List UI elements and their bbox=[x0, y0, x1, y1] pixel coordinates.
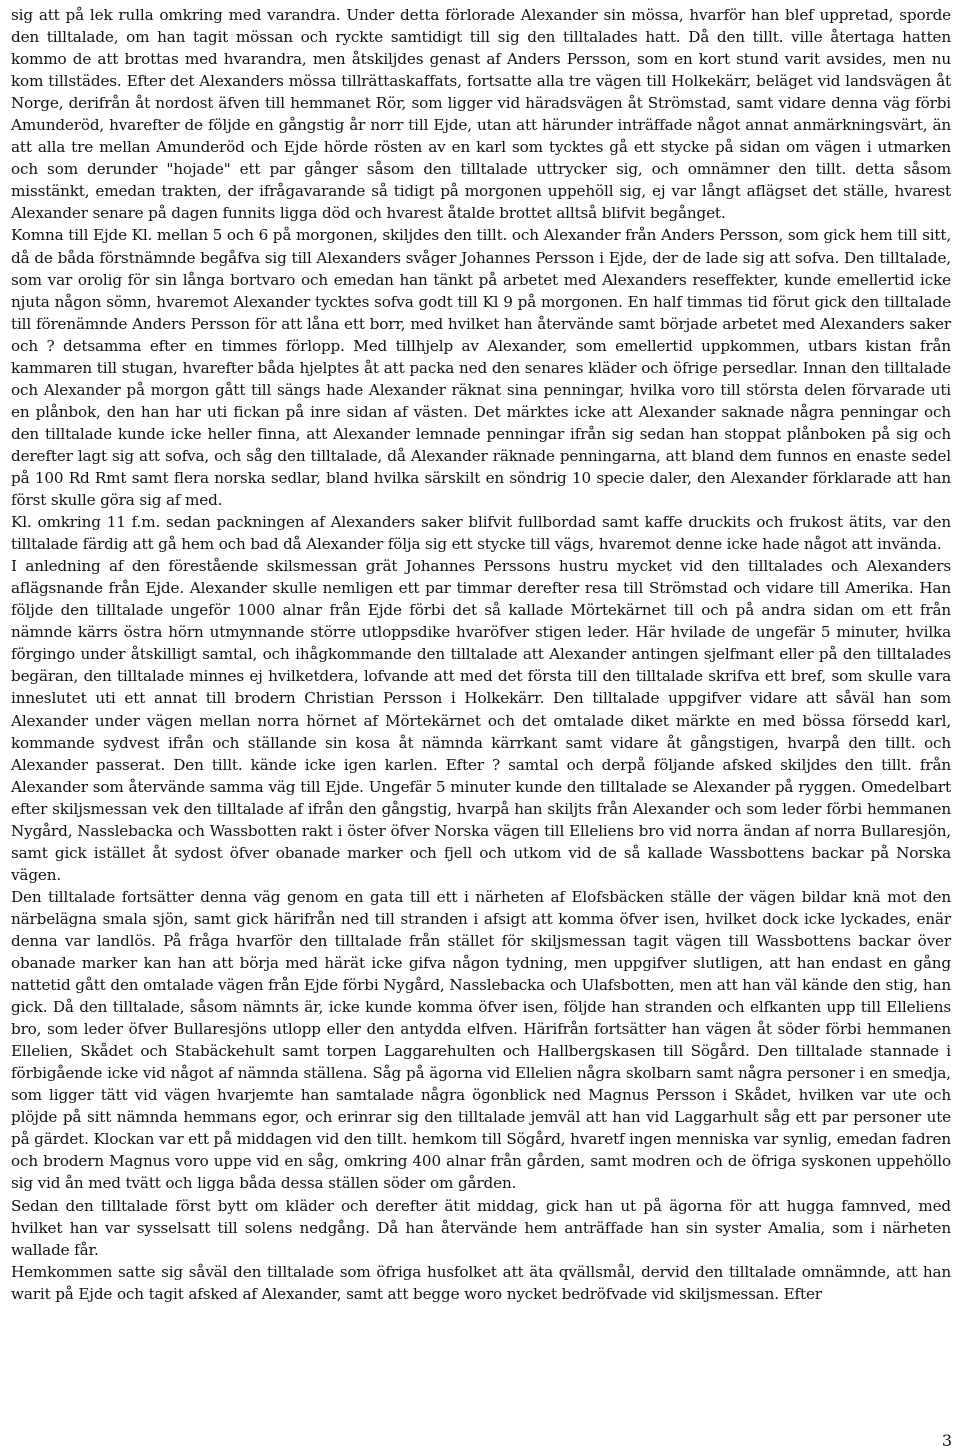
page-number: 3 bbox=[941, 1431, 952, 1450]
paragraph: I anledning af den förestående skilsmessan grät Johannes Perssons hustru mycket vid den tilltalades och Alexanders aflägsnande från Ejde. Alexander skulle nemligen ett par timmar derefter resa till Strömstad och vidare till Amerika. Han följde den tilltalade ungeför 1000 alnar från Ejde förbi det så kallade Mörtekärnet till och på andra sidan om ett från nämnde kärrs östra hörn utmynnande större utloppsdike hvaröfver stigen leder. Här hvilade de ungefär 5 minuter, hvilka förgingo under åtskilligt samtal, och ihågkommande den tilltalade att Alexander antingen sjelfmant eller på den tilltalades begäran, den tilltalade minnes ej hvilketdera, lofvande att med det första till den tilltalade skrifva ett bref, som skulle vara inneslutet uti ett annat till brodern Christian Persson i Holkekärr. Den tilltalade uppgifver vidare att såväl han som Alexander under vägen mellan norra hörnet af Mörtekärnet och det omtalade diket märkte en med bössa försedd karl, kommande sydvest ifrån och ställande sin kosa åt nämnda kärrkant samt vidare åt gångstigen, hvarpå den tillt. och Alexander passerat. Den tillt. kände icke igen karlen. Efter ? samtal och derpå följande afsked skiljdes den tillt. från Alexander som återvände samma väg till Ejde. Ungefär 5 minuter kunde den tilltalade se Alexander på ryggen. Omedelbart efter skiljsmessan vek den tilltalade af ifrån den gångstig, hvarpå han skiljts från Alexander och som leder förbi hemmanen Nygård, Nasslebacka och Wassbotten rakt i öster öfver Norska vägen till Elleliens bro vid norra ändan af norra Bullaresjön, samt gick istället åt sydost öfver obanade marker och fjell och utkom vid de så kallade Wassbottens backar på Norska vägen. bbox=[11, 557, 951, 884]
paragraph: Den tilltalade fortsätter denna väg genom en gata till ett i närheten af Elofsbäcken ställe der vägen bildar knä mot den närbelägna smala sjön, samt gick härifrån ned till stranden i afsigt att komma öfver isen, hvilket dock icke lyckades, enär denna var landlös. På fråga hvarför den tilltalade från stället för skiljsmessan tagit vägen till Wassbottens backar över obanade marker kan han att börja med härät icke gifva någon tydning, men uppgifver slutligen, att han endast en gång nattetid gått den omtalade vägen från Ejde förbi Nygård, Nasslebacka och Ulafsbotten, men att han väl kände den stig, han gick. Då den tilltalade, såsom nämnts är, icke kunde komma öfver isen, följde han stranden och elfkanten upp till Elleliens bro, som leder öfver Bullaresjöns utlopp eller den antydda elfven. Härifrån fortsätter han vägen åt söder förbi hemmanen Ellelien, Skådet och Stabäckehult samt torpen Laggarehulten och Hallbergskasen till Sögård. Den tilltalade stannade i förbigående icke vid något af nämnda ställena. Såg på ägorna vid Ellelien några skolbarn samt några personer i en smedja, som ligger tätt vid vägen hvarjemte han samtalade några ögonblick ned Magnus Persson i Skådet, hvilken var ute och plöjde på sitt nämnda hemmans egor, och erinrar sig den tilltalade jemväl att han vid Laggarhult såg ett par personer ute på gärdet. Klockan var ett på middagen vid den tillt. hemkom till Sögård, hvaretf ingen menniska var synlig, emedan fadren och brodern Magnus voro uppe vid en såg, omkring 400 alnar från gården, samt modren och de öfriga syskonen uppehöllo sig vid ån med tvätt och ligga båda dessa ställen söder om gården. bbox=[11, 887, 951, 1193]
paragraph: Kl. omkring 11 f.m. sedan packningen af Alexanders saker blifvit fullbordad samt kaffe druckits och frukost ätits, var den tilltalade färdig att gå hem och bad då Alexander följa sig ett stycke till vägs, hvaremot denne icke hade något att invända. bbox=[11, 513, 951, 554]
paragraph: Sedan den tilltalade först bytt om kläder och derefter ätit middag, gick han ut på ägorna för att hugga famnved, med hvilket han var sysselsatt till solens nedgång. Då han återvände hem anträffade han sin syster Amalia, som i närheten wallade får. bbox=[11, 1196, 951, 1259]
paragraph: sig att på lek rulla omkring med varandra. Under detta förlorade Alexander sin mössa, hvarför han blef uppretad, sporde den tilltalade, om han tagit mössan och ryckte samtidigt till sig den tilltalades hatt. Då den tillt. ville återtaga hatten kommo de att brottas med hvarandra, men åtskiljdes genast af Anders Persson, som en kort stund varit avsides, men nu kom tillstädes. Efter det Alexanders mössa tillrättaskaffats, fortsatte alla tre vägen till Holkekärr, beläget vid landsvägen åt Norge, derifrån åt nordost äfven till hemmanet Rör, som ligger vid häradsvägen åt Strömstad, samt vidare denna väg förbi Amunderöd, hvarefter de följde en gångstig år norr till Ejde, utan att härunder inträffade något annat anmärkningsvärt, än att alla tre mellan Amunderöd och Ejde hörde rösten av en karl som tycktes gå ett stycke på sidan om vägen i utmarken och som derunder "hojade" ett par gånger såsom den tilltalade uttrycker sig, och omnämner den tillt. detta såsom misstänkt, emedan trakten, der ifrågavarande så tidigt på morgonen uppehöll sig, ej var långt aflägset det ställe, hvarest Alexander senare på dagen funnits ligga död och hvarest åtalde brottet alltså blifvit begånget. bbox=[11, 6, 951, 223]
paragraph: Hemkommen satte sig såväl den tilltalade som öfriga husfolket att äta qvällsmål, dervid den tilltalade omnämnde, att han warit på Ejde och tagit afsked af Alexander, samt att begge woro nycket bedröfvade vid skiljsmessan. Efter bbox=[11, 1262, 951, 1303]
paragraph: Komna till Ejde Kl. mellan 5 och 6 på morgonen, skiljdes den tillt. och Alexander från Anders Persson, som gick hem till sitt, då de båda förstnämnde begåfva sig till Alexanders svåger Johannes Persson i Ejde, der de lade sig att sofva. Den tilltalade, som var orolig för sin långa bortvaro och emedan han tänkt på arbetet med Alexanders reseffekter, kunde emellertid icke njuta någon sömn, hvaremot Alexander tycktes sofva godt till Kl 9 på morgonen. En half timmas tid förut gick den tilltalade till förenämnde Anders Persson för att låna ett borr, med hvilket han återvände samt började arbetet med Alexanders saker och ? detsamma efter en timmes förlopp. Med tillhjelp av Alexander, som emellertid uppkommen, utbars kistan från kammaren till stugan, hvarefter båda hjelptes åt att packa ned den senares kläder och öfrige persedlar. Innan den tilltalade och Alexander på morgon gått till sängs hade Alexander räknat sina penningar, hvilka voro till största delen förvarade uti en plånbok, den han har uti fickan på inre sidan af västen. Det märktes icke att Alexander saknade några penningar och den tilltalade kunde icke heller finna, att Alexander lemnade penningar ifrån sig sedan han stoppat plånboken på sig och derefter lagt sig att sofva, och såg den tilltalade, då Alexander räknade penningarna, att bland dem funnos en enaste sedel på 100 Rd Rmt samt flera norska sedlar, bland hvilka särskilt en söndrig 10 specie daler, den Alexander förklarade att han först skulle göra sig af med. bbox=[11, 226, 951, 510]
